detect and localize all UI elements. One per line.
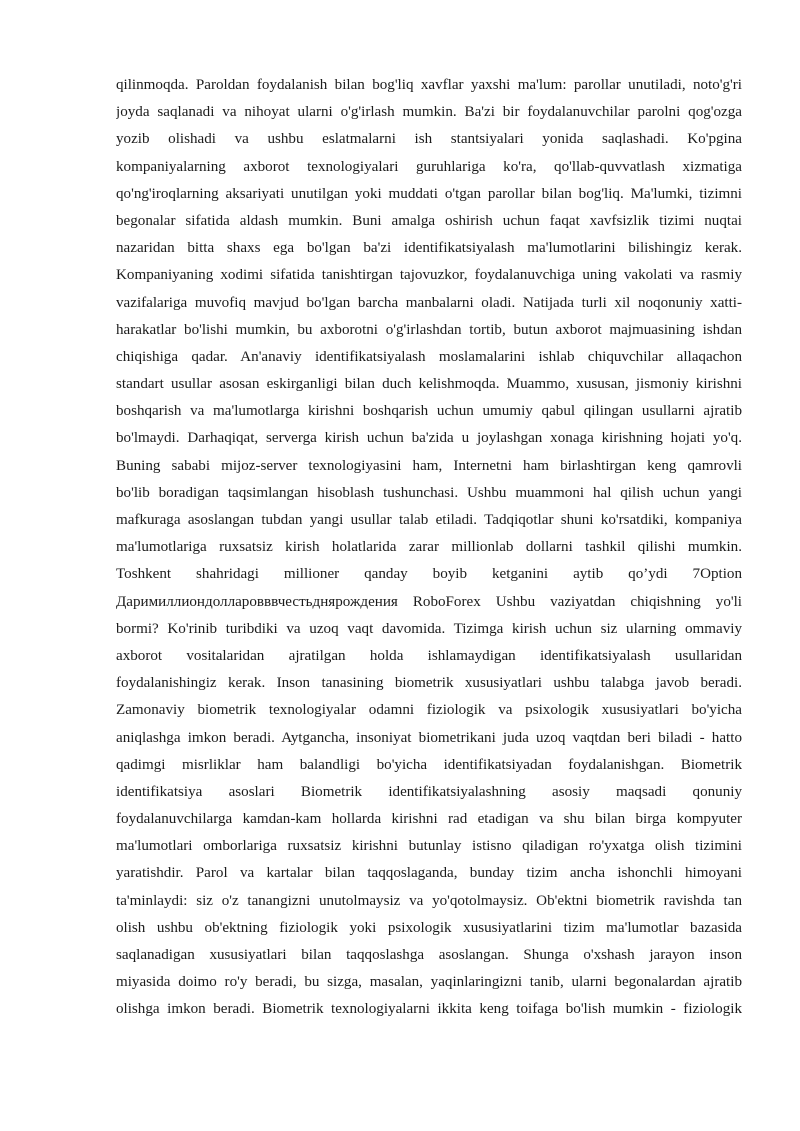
text-line: yozib olishadi va ushbu eslatmalarni ish stantsiyalari yonida saqlashadi. Ko'pgina [116, 131, 742, 148]
text-line: kompaniyalarning axborot texnologiyalari guruhlariga ko'ra, qo'llab-quvvatlash xizmatiga [116, 158, 742, 175]
text-line: foydalanuvchilarga kamdan-kam hollarda kirishni rad etadigan va shu bilan birga kompyuter [116, 811, 742, 828]
text-line: bo'lmaydi. Darhaqiqat, serverga kirish uchun ba'zida u joylashgan xonaga kirishning hojati yo'q. [116, 430, 742, 447]
text-line: ma'lumotlari omborlariga ruxsatsiz kirishni butunlay istisno qiladigan ro'yxatga olish tizimini [116, 838, 742, 855]
document-page [116, 72, 742, 1024]
text-line: standart usullar asosan eskirganligi bilan duch kelishmoqda. Muammo, xususan, jismoniy kirishni [116, 376, 742, 393]
text-line: vazifalariga muvofiq mavjud bo'lgan barcha manbalarni oladi. Natijada turli xil noqonuniy xatti- [116, 294, 742, 311]
text-line: bormi? Ko'rinib turibdiki va uzoq vaqt davomida. Tizimga kirish uchun siz ularning ommaviy [116, 620, 742, 637]
text-line: Buning sababi mijoz-server texnologiyasini ham, Internetni ham birlashtirgan keng qamrovli [116, 457, 742, 474]
text-line: chiqishiga qadar. An'anaviy identifikatsiyalash moslamalarini ishlab chiquvchilar allaqachon [116, 348, 742, 365]
text-line: Kompaniyaning xodimi sifatida tanishtirgan tajovuzkor, foydalanuvchiga uning vakolati va rasmiy [116, 267, 742, 284]
text-line: joyda saqlanadi va nihoyat ularni o'g'irlash mumkin. Ba'zi bir foydalanuvchilar parolni qog'ozga [116, 104, 742, 121]
text-line: foydalanishingiz kerak. Inson tanasining biometrik xususiyatlari ushbu talabga javob beradi. [116, 675, 742, 692]
text-line: bo'lib boradigan taqsimlangan hisoblash tushunchasi. Ushbu muammoni hal qilish uchun yangi [116, 484, 742, 501]
text-line: ta'minlaydi: siz o'z tanangizni unutolmaysiz va yo'qotolmaysiz. Ob'ektni biometrik ravishda tan [116, 892, 742, 909]
text-line: mafkuraga asoslangan tubdan yangi usullar talab etiladi. Tadqiqotlar shuni ko'rsatdiki, kompaniya [116, 512, 742, 528]
text-line: yaratishdir. Parol va kartalar bilan taqqoslaganda, bunday tizim ancha ishonchli himoyani [116, 865, 742, 882]
text-line: qo'ng'iroqlarning aksariyati unutilgan yoki muddati o'tgan parollar bilan bog'liq. Ma'lumki, tizimni [116, 185, 742, 202]
text-line: olish ushbu ob'ektning fiziologik yoki psixologik xususiyatlarini tizim ma'lumotlar bazasida [116, 919, 742, 936]
body-paragraph [116, 72, 742, 1024]
text-line: harakatlar bo'lishi mumkin, bu axborotni o'g'irlashdan tortib, butun axborot majmuasining ishdan [116, 321, 742, 338]
text-line: olishga imkon beradi. Biometrik texnologiyalarni ikkita keng toifaga bo'lish mumkin - fiziologik [116, 1001, 742, 1018]
text-line: axborot vositalaridan ajratilgan holda ishlamaydigan identifikatsiyalash usullaridan [116, 647, 742, 664]
text-line: saqlanadigan xususiyatlari bilan taqqoslashga asoslangan. Shunga o'xshash jarayon inson [116, 947, 742, 963]
text-line: nazaridan bitta shaxs ega bo'lgan ba'zi identifikatsiyalash ma'lumotlarini bilishingiz kerak. [116, 240, 742, 257]
text-line: ma'lumotlariga ruxsatsiz kirish holatlarida zarar millionlab dollarni tashkil qilishi mumkin. [116, 539, 742, 556]
text-line: qadimgi misrliklar ham balandligi bo'yicha identifikatsiyadan foydalanishgan. Biometrik [116, 756, 742, 773]
text-line: Zamonaviy biometrik texnologiyalar odamni fiziologik va psixologik xususiyatlari bo'yicha [116, 702, 742, 719]
text-line: begonalar sifatida aldash mumkin. Buni amalga oshirish uchun faqat xavfsizlik tizimi nuqtai [116, 212, 742, 229]
text-line: identifikatsiya asoslari Biometrik identifikatsiyalashning asosiy maqsadi qonuniy [116, 783, 742, 800]
text-line: Даримиллиондолларовввчестьднярождения RoboForex Ushbu vaziyatdan chiqishning yo'li [116, 593, 742, 610]
text-line: miyasida doimo ro'y beradi, bu sizga, masalan, yaqinlaringizni tanib, ularni begonalardan ajratib [116, 974, 742, 991]
text-line: qilinmoqda. Paroldan foydalanish bilan bog'liq xavflar yaxshi ma'lum: parollar unutiladi, noto'g'ri [116, 77, 742, 93]
text-line: Toshkent shahridagi millioner qanday boyib ketganini aytib qo’ydi 7Option [116, 566, 742, 583]
text-line: aniqlashga imkon beradi. Aytgancha, insoniyat biometrikani juda uzoq vaqtdan beri biladi - hatto [116, 729, 742, 746]
text-line: boshqarish va ma'lumotlarga kirishni boshqarish uchun umumiy qabul qilingan usullarni ajratib [116, 403, 742, 420]
